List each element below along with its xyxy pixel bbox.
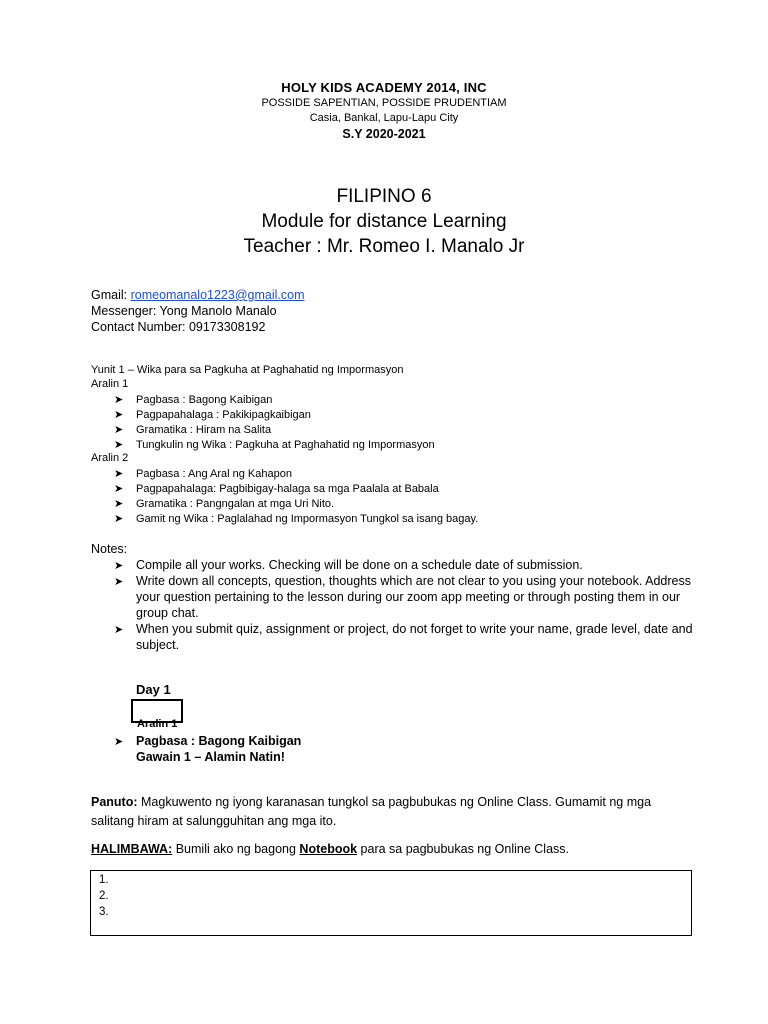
halimbawa-word: Notebook: [299, 842, 358, 856]
gmail-link[interactable]: romeomanalo1223@gmail.com: [130, 288, 305, 302]
answer-line-2: 2.: [99, 890, 109, 902]
answer-line-3: 3.: [99, 906, 109, 918]
arrowhead-bullet-icon: ➤: [114, 576, 124, 588]
answer-box[interactable]: [90, 870, 692, 936]
arrowhead-bullet-icon: ➤: [114, 424, 124, 436]
school-address: Casia, Bankal, Lapu-Lapu City: [309, 112, 459, 124]
list-item: ➤ Tungkulin ng Wika : Pagkuha at Paghahatid ng Impormasyon: [114, 439, 435, 451]
day-label: Day 1: [136, 682, 171, 697]
list-item: ➤ Gramatika : Pangngalan at mga Uri Nito.: [114, 498, 335, 510]
panuto-paragraph: [91, 793, 691, 831]
arrowhead-bullet-icon: ➤: [114, 624, 124, 636]
halimbawa-label: HALIMBAWA:: [91, 842, 173, 856]
list-item: ➤ Pagpapahalaga : Pakikipagkaibigan: [114, 409, 311, 421]
unit-title: Yunit 1 – Wika para sa Pagkuha at Paghahatid ng Impormasyon: [91, 364, 404, 376]
arrowhead-bullet-icon: ➤: [114, 498, 124, 510]
gmail-line: [91, 288, 304, 302]
arrowhead-bullet-icon: ➤: [114, 394, 124, 406]
list-item: ➤ Pagbasa : Ang Aral ng Kahapon: [114, 468, 292, 480]
aralin1-label: Aralin 1: [91, 378, 129, 390]
note-item: ➤ Compile all your works. Checking will be done on a schedule date of submission.: [114, 558, 583, 572]
school-year: S.Y 2020-2021: [342, 127, 426, 141]
arrowhead-bullet-icon: ➤: [114, 483, 124, 495]
panuto-label: Panuto:: [91, 795, 138, 809]
note-item: ➤ Write down all concepts, question, thoughts which are not clear to you using your notebook. Address your question pertaining to the lesson during our zoom app meeting or through posting them in our group chat.: [114, 574, 691, 620]
day-pagbasa: ➤ Pagbasa : Bagong Kaibigan: [114, 734, 302, 748]
aralin2-label: Aralin 2: [91, 452, 129, 464]
arrowhead-bullet-icon: ➤: [114, 409, 124, 421]
teacher-name: Teacher : Mr. Romeo I. Manalo Jr: [243, 236, 525, 257]
day-aralin: Aralin 1: [137, 718, 178, 730]
subject-title: FILIPINO 6: [336, 186, 432, 207]
gmail-label: Gmail:: [91, 288, 131, 302]
arrowhead-bullet-icon: ➤: [114, 560, 124, 572]
school-name: HOLY KIDS ACADEMY 2014, INC: [281, 80, 487, 95]
list-item: ➤ Pagpapahalaga: Pagbibigay-halaga sa mga Paalala at Babala: [114, 483, 439, 495]
gawain-title: Gawain 1 – Alamin Natin!: [136, 750, 285, 764]
list-item: ➤ Pagbasa : Bagong Kaibigan: [114, 394, 273, 406]
arrowhead-bullet-icon: ➤: [114, 439, 124, 451]
module-title: Module for distance Learning: [261, 211, 507, 232]
school-motto: POSSIDE SAPENTIAN, POSSIDE PRUDENTIAM: [261, 97, 507, 109]
arrowhead-bullet-icon: ➤: [114, 513, 124, 525]
contact-number: Contact Number: 09173308192: [91, 320, 266, 334]
arrowhead-bullet-icon: ➤: [114, 468, 124, 480]
panuto-text: Magkuwento ng iyong karanasan tungkol sa pagbubukas ng Online Class. Gumamit ng mga salitang hiram at salungguhitan ang mga ito.: [91, 795, 652, 828]
note-item: ➤ When you submit quiz, assignment or project, do not forget to write your name, grade level, date and subject.: [114, 622, 693, 652]
answer-line-1: 1.: [99, 874, 109, 886]
notes-label: Notes:: [91, 542, 128, 556]
list-item: ➤ Gramatika : Hiram na Salita: [114, 424, 272, 436]
messenger-line: Messenger: Yong Manolo Manalo: [91, 304, 277, 318]
arrowhead-bullet-icon: ➤: [114, 736, 124, 748]
list-item: ➤ Gamit ng Wika : Paglalahad ng Impormasyon Tungkol sa isang bagay.: [114, 513, 479, 525]
halimbawa-paragraph: HALIMBAWA: Bumili ako ng bagong Notebook para sa pagbubukas ng Online Class.: [91, 842, 570, 856]
